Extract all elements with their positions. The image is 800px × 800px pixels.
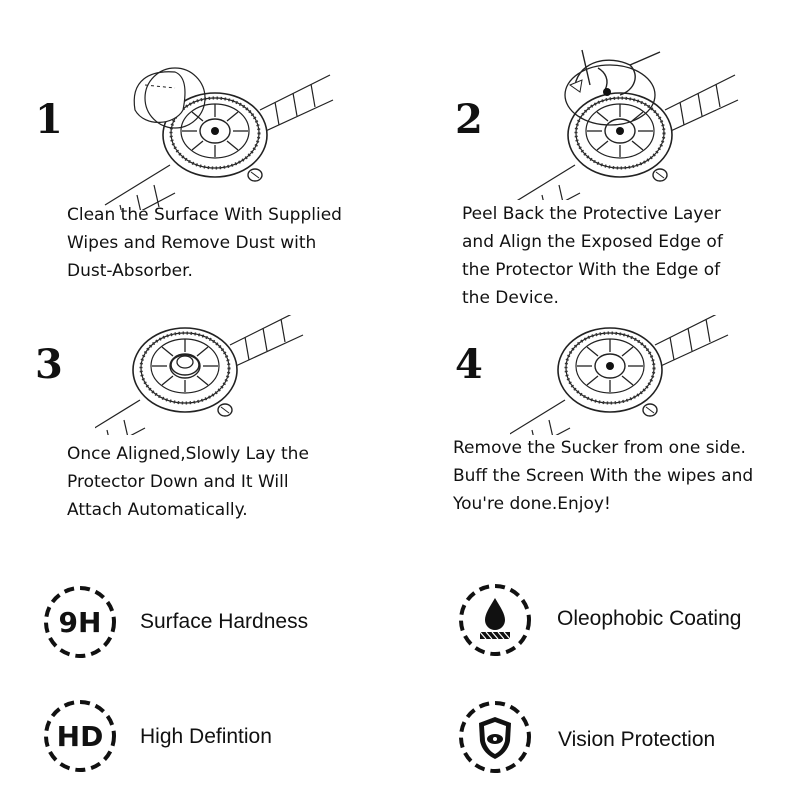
- hd-icon-text: HD: [56, 720, 104, 753]
- step-1-instructions: Clean the Surface With Supplied Wipes and Remove Dust with Dust-Absorber.: [67, 205, 342, 281]
- hardness-9h-icon: [40, 582, 120, 662]
- watch-lay-illustration: [95, 315, 355, 435]
- step-number: 4: [455, 341, 483, 388]
- hardness-icon-text: 9H: [58, 606, 102, 639]
- watch-buff-illustration: [510, 315, 770, 435]
- oil-drop-icon: [455, 580, 535, 660]
- step-number: 2: [455, 96, 483, 143]
- hd-icon: [40, 696, 120, 776]
- feature-oleophobic-coating: Oleophobic Coating: [557, 607, 742, 630]
- watch-clean-illustration: [95, 50, 355, 210]
- feature-high-definition: High Defintion: [140, 725, 272, 748]
- step-2-instructions: Peel Back the Protective Layer and Align the Exposed Edge of the Protector With the Edge of the Device.: [462, 204, 723, 308]
- shield-eye-icon: [455, 697, 535, 777]
- step-3-instructions: Once Aligned,Slowly Lay the Protector Down and It Will Attach Automatically.: [67, 444, 309, 520]
- feature-vision-protection: Vision Protection: [558, 728, 716, 751]
- feature-surface-hardness: Surface Hardness: [140, 610, 309, 633]
- watch-peel-illustration: [510, 40, 770, 200]
- step-4-instructions: Remove the Sucker from one side. Buff the Screen With the wipes and You're done.Enjoy!: [453, 438, 754, 514]
- step-number: 3: [35, 341, 63, 388]
- step-number: 1: [35, 96, 63, 143]
